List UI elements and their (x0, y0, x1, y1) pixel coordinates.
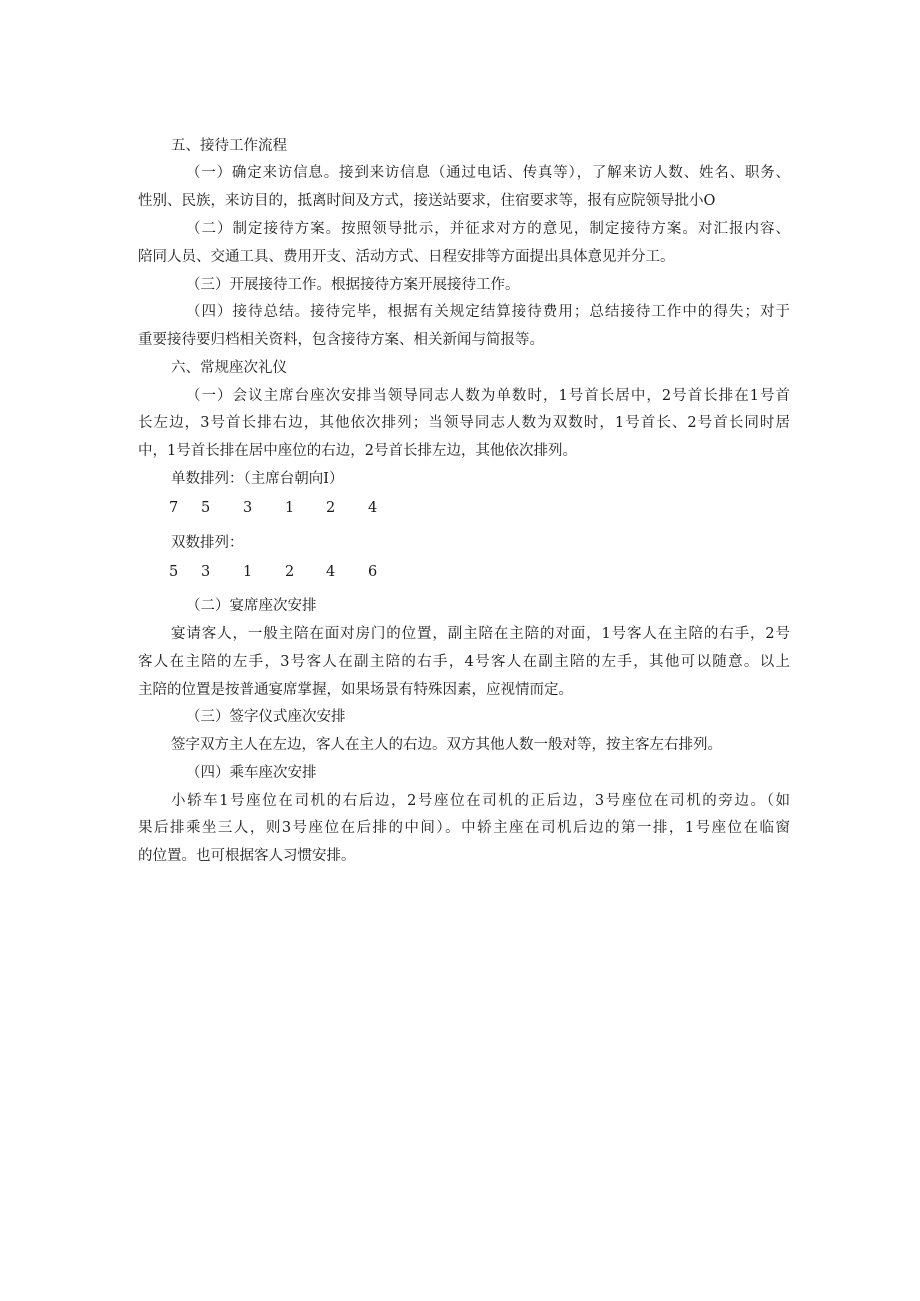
odd-seat-number: 5 (201, 500, 211, 516)
odd-seat-number: 2 (326, 500, 336, 516)
section5-heading: 五、接待工作流程 (171, 138, 287, 154)
odd-seat-number: 1 (285, 500, 295, 516)
section5-step3: （三）开展接待工作。根据接待方案开展接待工作。 (186, 277, 520, 293)
section6-meeting-line2: 长左边，3号首长排右边，其他依次排列；当领导同志人数为双数时，1号首长、2号首长同时居 (138, 415, 790, 431)
section5-step2-line1: （二）制定接待方案。按照领导批示，并征求对方的意见，制定接待方案。对汇报内容、 (186, 221, 790, 237)
even-seat-number: 5 (169, 564, 179, 580)
signing-heading: （三）签字仪式座次安排 (186, 709, 346, 725)
even-arrangement-label: 双数排列： (171, 535, 244, 551)
section6-meeting-line1: （一）会议主席台座次安排当领导同志人数为单数时，1号首长居中，2号首长排在1号首 (186, 388, 790, 404)
banquet-line2: 客人在主陪的左手，3号客人在副主陪的右手，4号客人在副主陪的左手，其他可以随意。以上 (138, 654, 790, 670)
even-seat-number: 2 (285, 564, 295, 580)
section5-step4-line1: （四）接待总结。接待完毕，根据有关规定结算接待费用；总结接待工作中的得失；对于 (186, 304, 790, 320)
odd-seat-number: 7 (169, 500, 179, 516)
even-seat-number: 1 (243, 564, 253, 580)
section5-step1-line1: （一）确定来访信息。接到来访信息（通过电话、传真等），了解来访人数、姓名、职务、 (186, 165, 790, 181)
banquet-line3: 主陪的位置是按普通宴席掌握，如果场景有特殊因素，应视情而定。 (138, 682, 573, 698)
odd-arrangement-label: 单数排列：（主席台朝向I） (171, 471, 344, 487)
banquet-line1: 宴请客人，一般主陪在面对房门的位置，副主陪在主陪的对面，1号客人在主陪的右手，2号 (171, 626, 790, 642)
odd-seat-number: 4 (368, 500, 378, 516)
car-line2: 果后排乘坐三人，则3号座位在后排的中间）。中轿主座在司机后边的第一排，1号座位在临窗 (138, 820, 790, 836)
banquet-heading: （二）宴席座次安排 (186, 598, 317, 614)
even-seat-number: 4 (326, 564, 336, 580)
car-line1: 小轿车1号座位在司机的右后边，2号座位在司机的正后边，3号座位在司机的旁边。（如 (171, 793, 790, 809)
signing-line1: 签字双方主人在左边，客人在主人的右边。双方其他人数一般对等，按主客左右排列。 (171, 737, 722, 753)
section5-step1-line2: 性别、民族，来访目的，抵离时间及方式，接送站要求，住宿要求等，报有应院领导批小O (138, 193, 716, 209)
section5-step2-line2: 陪同人员、交通工具、费用开支、活动方式、日程安排等方面提出具体意见并分工。 (138, 249, 675, 265)
even-seat-number: 3 (201, 564, 211, 580)
section5-step4-line2: 重要接待要归档相关资料，包含接待方案、相关新闻与简报等。 (138, 332, 544, 348)
section6-heading: 六、常规座次礼仪 (171, 360, 287, 376)
odd-seat-number: 3 (243, 500, 253, 516)
even-seat-number: 6 (368, 564, 378, 580)
car-line3: 的位置。也可根据客人习惯安排。 (138, 848, 356, 864)
car-heading: （四）乘车座次安排 (186, 765, 317, 781)
section6-meeting-line3: 中，1号首长排在居中座位的右边，2号首长排左边，其他依次排列。 (138, 443, 577, 459)
